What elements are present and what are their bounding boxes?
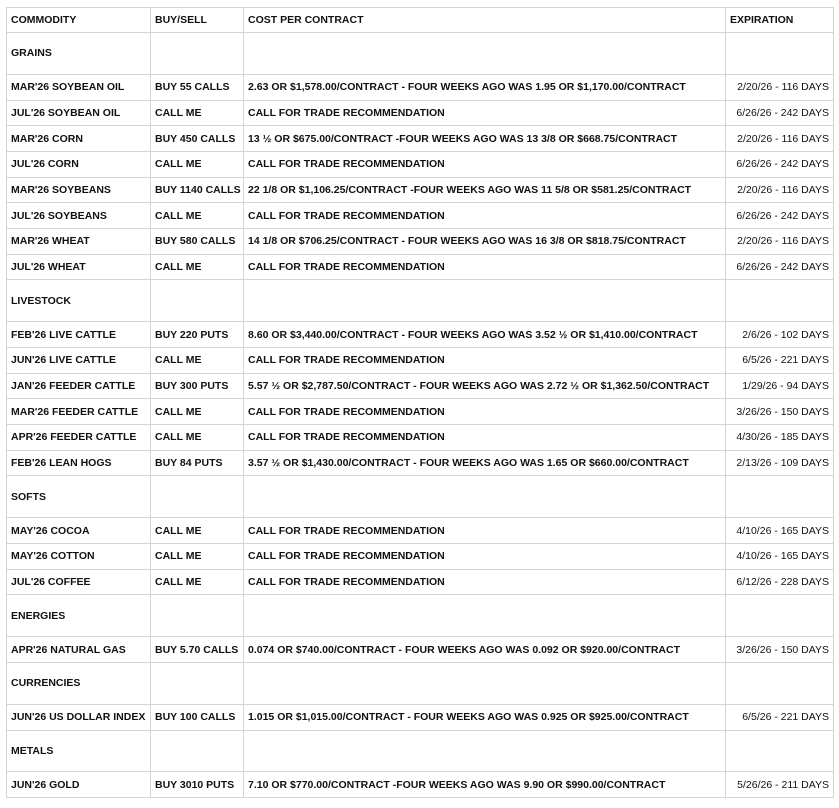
expiration-cell: 2/20/26 - 116 DAYS bbox=[726, 177, 834, 203]
buy-sell-cell: BUY 220 PUTS bbox=[151, 322, 244, 348]
expiration-cell: 3/26/26 - 150 DAYS bbox=[726, 637, 834, 663]
buy-sell-cell: BUY 55 CALLS bbox=[151, 74, 244, 100]
empty-cell bbox=[151, 595, 244, 637]
table-row bbox=[7, 450, 834, 476]
buy-sell-cell: CALL ME bbox=[151, 518, 244, 544]
buy-sell-cell: CALL ME bbox=[151, 425, 244, 451]
buy-sell-cell: BUY 450 CALLS bbox=[151, 126, 244, 152]
buy-sell-cell: CALL ME bbox=[151, 347, 244, 373]
empty-cell bbox=[244, 476, 726, 518]
cost-cell: CALL FOR TRADE RECOMMENDATION bbox=[244, 254, 726, 280]
empty-cell bbox=[244, 33, 726, 75]
cost-cell: 1.015 OR $1,015.00/CONTRACT - FOUR WEEKS AGO WAS 0.925 OR $925.00/CONTRACT bbox=[244, 704, 726, 730]
expiration-cell: 2/6/26 - 102 DAYS bbox=[726, 322, 834, 348]
expiration-cell: 4/10/26 - 165 DAYS bbox=[726, 518, 834, 544]
expiration-cell: 6/26/26 - 242 DAYS bbox=[726, 254, 834, 280]
commodity-cell: JUL'26 CORN bbox=[7, 151, 151, 177]
cost-cell: CALL FOR TRADE RECOMMENDATION bbox=[244, 543, 726, 569]
expiration-cell: 6/5/26 - 221 DAYS bbox=[726, 704, 834, 730]
expiration-cell: 6/26/26 - 242 DAYS bbox=[726, 151, 834, 177]
expiration-cell: 2/20/26 - 116 DAYS bbox=[726, 74, 834, 100]
commodity-cell: MAY'26 COTTON bbox=[7, 543, 151, 569]
cost-cell: CALL FOR TRADE RECOMMENDATION bbox=[244, 203, 726, 229]
empty-cell bbox=[151, 476, 244, 518]
header-expiration: EXPIRATION bbox=[726, 8, 834, 33]
buy-sell-cell: CALL ME bbox=[151, 569, 244, 595]
header-cost-per-contract: COST PER CONTRACT bbox=[244, 8, 726, 33]
empty-cell bbox=[726, 476, 834, 518]
commodity-cell: APR'26 NATURAL GAS bbox=[7, 637, 151, 663]
commodity-cell: JUN'26 LIVE CATTLE bbox=[7, 347, 151, 373]
cost-cell: CALL FOR TRADE RECOMMENDATION bbox=[244, 399, 726, 425]
expiration-cell: 6/5/26 - 221 DAYS bbox=[726, 347, 834, 373]
commodity-cell: JUL'26 WHEAT bbox=[7, 254, 151, 280]
table-row bbox=[7, 425, 834, 451]
table-row bbox=[7, 347, 834, 373]
table-row bbox=[7, 518, 834, 544]
cost-cell: CALL FOR TRADE RECOMMENDATION bbox=[244, 151, 726, 177]
commodity-cell: JUN'26 US DOLLAR INDEX bbox=[7, 704, 151, 730]
commodity-cell: JUL'26 SOYBEAN OIL bbox=[7, 100, 151, 126]
commodity-cell: JUL'26 COFFEE bbox=[7, 569, 151, 595]
cost-cell: CALL FOR TRADE RECOMMENDATION bbox=[244, 569, 726, 595]
empty-cell bbox=[726, 33, 834, 75]
table-row bbox=[7, 704, 834, 730]
empty-cell bbox=[151, 662, 244, 704]
empty-cell bbox=[726, 595, 834, 637]
expiration-cell: 5/26/26 - 211 DAYS bbox=[726, 772, 834, 798]
section-row bbox=[7, 476, 834, 518]
cost-cell: 22 1/8 OR $1,106.25/CONTRACT -FOUR WEEKS AGO WAS 11 5/8 OR $581.25/CONTRACT bbox=[244, 177, 726, 203]
cost-cell: 7.10 OR $770.00/CONTRACT -FOUR WEEKS AGO WAS 9.90 OR $990.00/CONTRACT bbox=[244, 772, 726, 798]
cost-cell: CALL FOR TRADE RECOMMENDATION bbox=[244, 425, 726, 451]
section-title: LIVESTOCK bbox=[7, 280, 151, 322]
buy-sell-cell: BUY 1140 CALLS bbox=[151, 177, 244, 203]
buy-sell-cell: CALL ME bbox=[151, 543, 244, 569]
buy-sell-cell: CALL ME bbox=[151, 203, 244, 229]
empty-cell bbox=[726, 662, 834, 704]
section-row bbox=[7, 33, 834, 75]
empty-cell bbox=[151, 280, 244, 322]
buy-sell-cell: BUY 100 CALLS bbox=[151, 704, 244, 730]
cost-cell: CALL FOR TRADE RECOMMENDATION bbox=[244, 100, 726, 126]
table-row bbox=[7, 229, 834, 255]
cost-cell: 8.60 OR $3,440.00/CONTRACT - FOUR WEEKS AGO WAS 3.52 ½ OR $1,410.00/CONTRACT bbox=[244, 322, 726, 348]
cost-cell: 5.57 ½ OR $2,787.50/CONTRACT - FOUR WEEKS AGO WAS 2.72 ½ OR $1,362.50/CONTRACT bbox=[244, 373, 726, 399]
commodity-cell: MAR'26 SOYBEANS bbox=[7, 177, 151, 203]
buy-sell-cell: CALL ME bbox=[151, 151, 244, 177]
buy-sell-cell: CALL ME bbox=[151, 100, 244, 126]
expiration-cell: 6/26/26 - 242 DAYS bbox=[726, 203, 834, 229]
table-row bbox=[7, 322, 834, 348]
cost-cell: 14 1/8 OR $706.25/CONTRACT - FOUR WEEKS AGO WAS 16 3/8 OR $818.75/CONTRACT bbox=[244, 229, 726, 255]
empty-cell bbox=[244, 595, 726, 637]
expiration-cell: 4/30/26 - 185 DAYS bbox=[726, 425, 834, 451]
commodity-cell: MAR'26 SOYBEAN OIL bbox=[7, 74, 151, 100]
commodity-cell: JUL'26 SOYBEANS bbox=[7, 203, 151, 229]
section-title: SOFTS bbox=[7, 476, 151, 518]
section-title: CURRENCIES bbox=[7, 662, 151, 704]
buy-sell-cell: BUY 300 PUTS bbox=[151, 373, 244, 399]
table-body bbox=[7, 33, 834, 798]
empty-cell bbox=[151, 33, 244, 75]
commodity-cell: FEB'26 LEAN HOGS bbox=[7, 450, 151, 476]
section-row bbox=[7, 595, 834, 637]
table-row bbox=[7, 177, 834, 203]
commodity-cell: JAN'26 FEEDER CATTLE bbox=[7, 373, 151, 399]
recommendations-table bbox=[6, 7, 834, 798]
buy-sell-cell: BUY 3010 PUTS bbox=[151, 772, 244, 798]
table-row bbox=[7, 100, 834, 126]
section-title: METALS bbox=[7, 730, 151, 772]
header-row bbox=[7, 8, 834, 33]
expiration-cell: 2/20/26 - 116 DAYS bbox=[726, 126, 834, 152]
commodity-cell: MAR'26 CORN bbox=[7, 126, 151, 152]
commodity-cell: JUN'26 GOLD bbox=[7, 772, 151, 798]
header-commodity: COMMODITY bbox=[7, 8, 151, 33]
section-row bbox=[7, 280, 834, 322]
buy-sell-cell: CALL ME bbox=[151, 399, 244, 425]
cost-cell: CALL FOR TRADE RECOMMENDATION bbox=[244, 347, 726, 373]
table-row bbox=[7, 203, 834, 229]
expiration-cell: 1/29/26 - 94 DAYS bbox=[726, 373, 834, 399]
table-row bbox=[7, 399, 834, 425]
commodity-cell: MAR'26 WHEAT bbox=[7, 229, 151, 255]
expiration-cell: 6/12/26 - 228 DAYS bbox=[726, 569, 834, 595]
empty-cell bbox=[244, 662, 726, 704]
buy-sell-cell: BUY 5.70 CALLS bbox=[151, 637, 244, 663]
empty-cell bbox=[151, 730, 244, 772]
section-title: ENERGIES bbox=[7, 595, 151, 637]
commodity-cell: APR'26 FEEDER CATTLE bbox=[7, 425, 151, 451]
expiration-cell: 2/20/26 - 116 DAYS bbox=[726, 229, 834, 255]
buy-sell-cell: CALL ME bbox=[151, 254, 244, 280]
section-row bbox=[7, 662, 834, 704]
commodity-cell: FEB'26 LIVE CATTLE bbox=[7, 322, 151, 348]
expiration-cell: 6/26/26 - 242 DAYS bbox=[726, 100, 834, 126]
header-buy-sell: BUY/SELL bbox=[151, 8, 244, 33]
cost-cell: CALL FOR TRADE RECOMMENDATION bbox=[244, 518, 726, 544]
table-row bbox=[7, 637, 834, 663]
expiration-cell: 4/10/26 - 165 DAYS bbox=[726, 543, 834, 569]
buy-sell-cell: BUY 84 PUTS bbox=[151, 450, 244, 476]
section-title: GRAINS bbox=[7, 33, 151, 75]
expiration-cell: 3/26/26 - 150 DAYS bbox=[726, 399, 834, 425]
table-row bbox=[7, 151, 834, 177]
empty-cell bbox=[726, 280, 834, 322]
empty-cell bbox=[726, 730, 834, 772]
table-row bbox=[7, 543, 834, 569]
buy-sell-cell: BUY 580 CALLS bbox=[151, 229, 244, 255]
commodity-cell: MAY'26 COCOA bbox=[7, 518, 151, 544]
cost-cell: 13 ½ OR $675.00/CONTRACT -FOUR WEEKS AGO WAS 13 3/8 OR $668.75/CONTRACT bbox=[244, 126, 726, 152]
table-row bbox=[7, 772, 834, 798]
cost-cell: 2.63 OR $1,578.00/CONTRACT - FOUR WEEKS AGO WAS 1.95 OR $1,170.00/CONTRACT bbox=[244, 74, 726, 100]
table-row bbox=[7, 74, 834, 100]
empty-cell bbox=[244, 280, 726, 322]
cost-cell: 0.074 OR $740.00/CONTRACT - FOUR WEEKS AGO WAS 0.092 OR $920.00/CONTRACT bbox=[244, 637, 726, 663]
empty-cell bbox=[244, 730, 726, 772]
expiration-cell: 2/13/26 - 109 DAYS bbox=[726, 450, 834, 476]
table-row bbox=[7, 254, 834, 280]
table-row bbox=[7, 569, 834, 595]
cost-cell: 3.57 ½ OR $1,430.00/CONTRACT - FOUR WEEKS AGO WAS 1.65 OR $660.00/CONTRACT bbox=[244, 450, 726, 476]
section-row bbox=[7, 730, 834, 772]
table-row bbox=[7, 126, 834, 152]
table-row bbox=[7, 373, 834, 399]
commodity-cell: MAR'26 FEEDER CATTLE bbox=[7, 399, 151, 425]
